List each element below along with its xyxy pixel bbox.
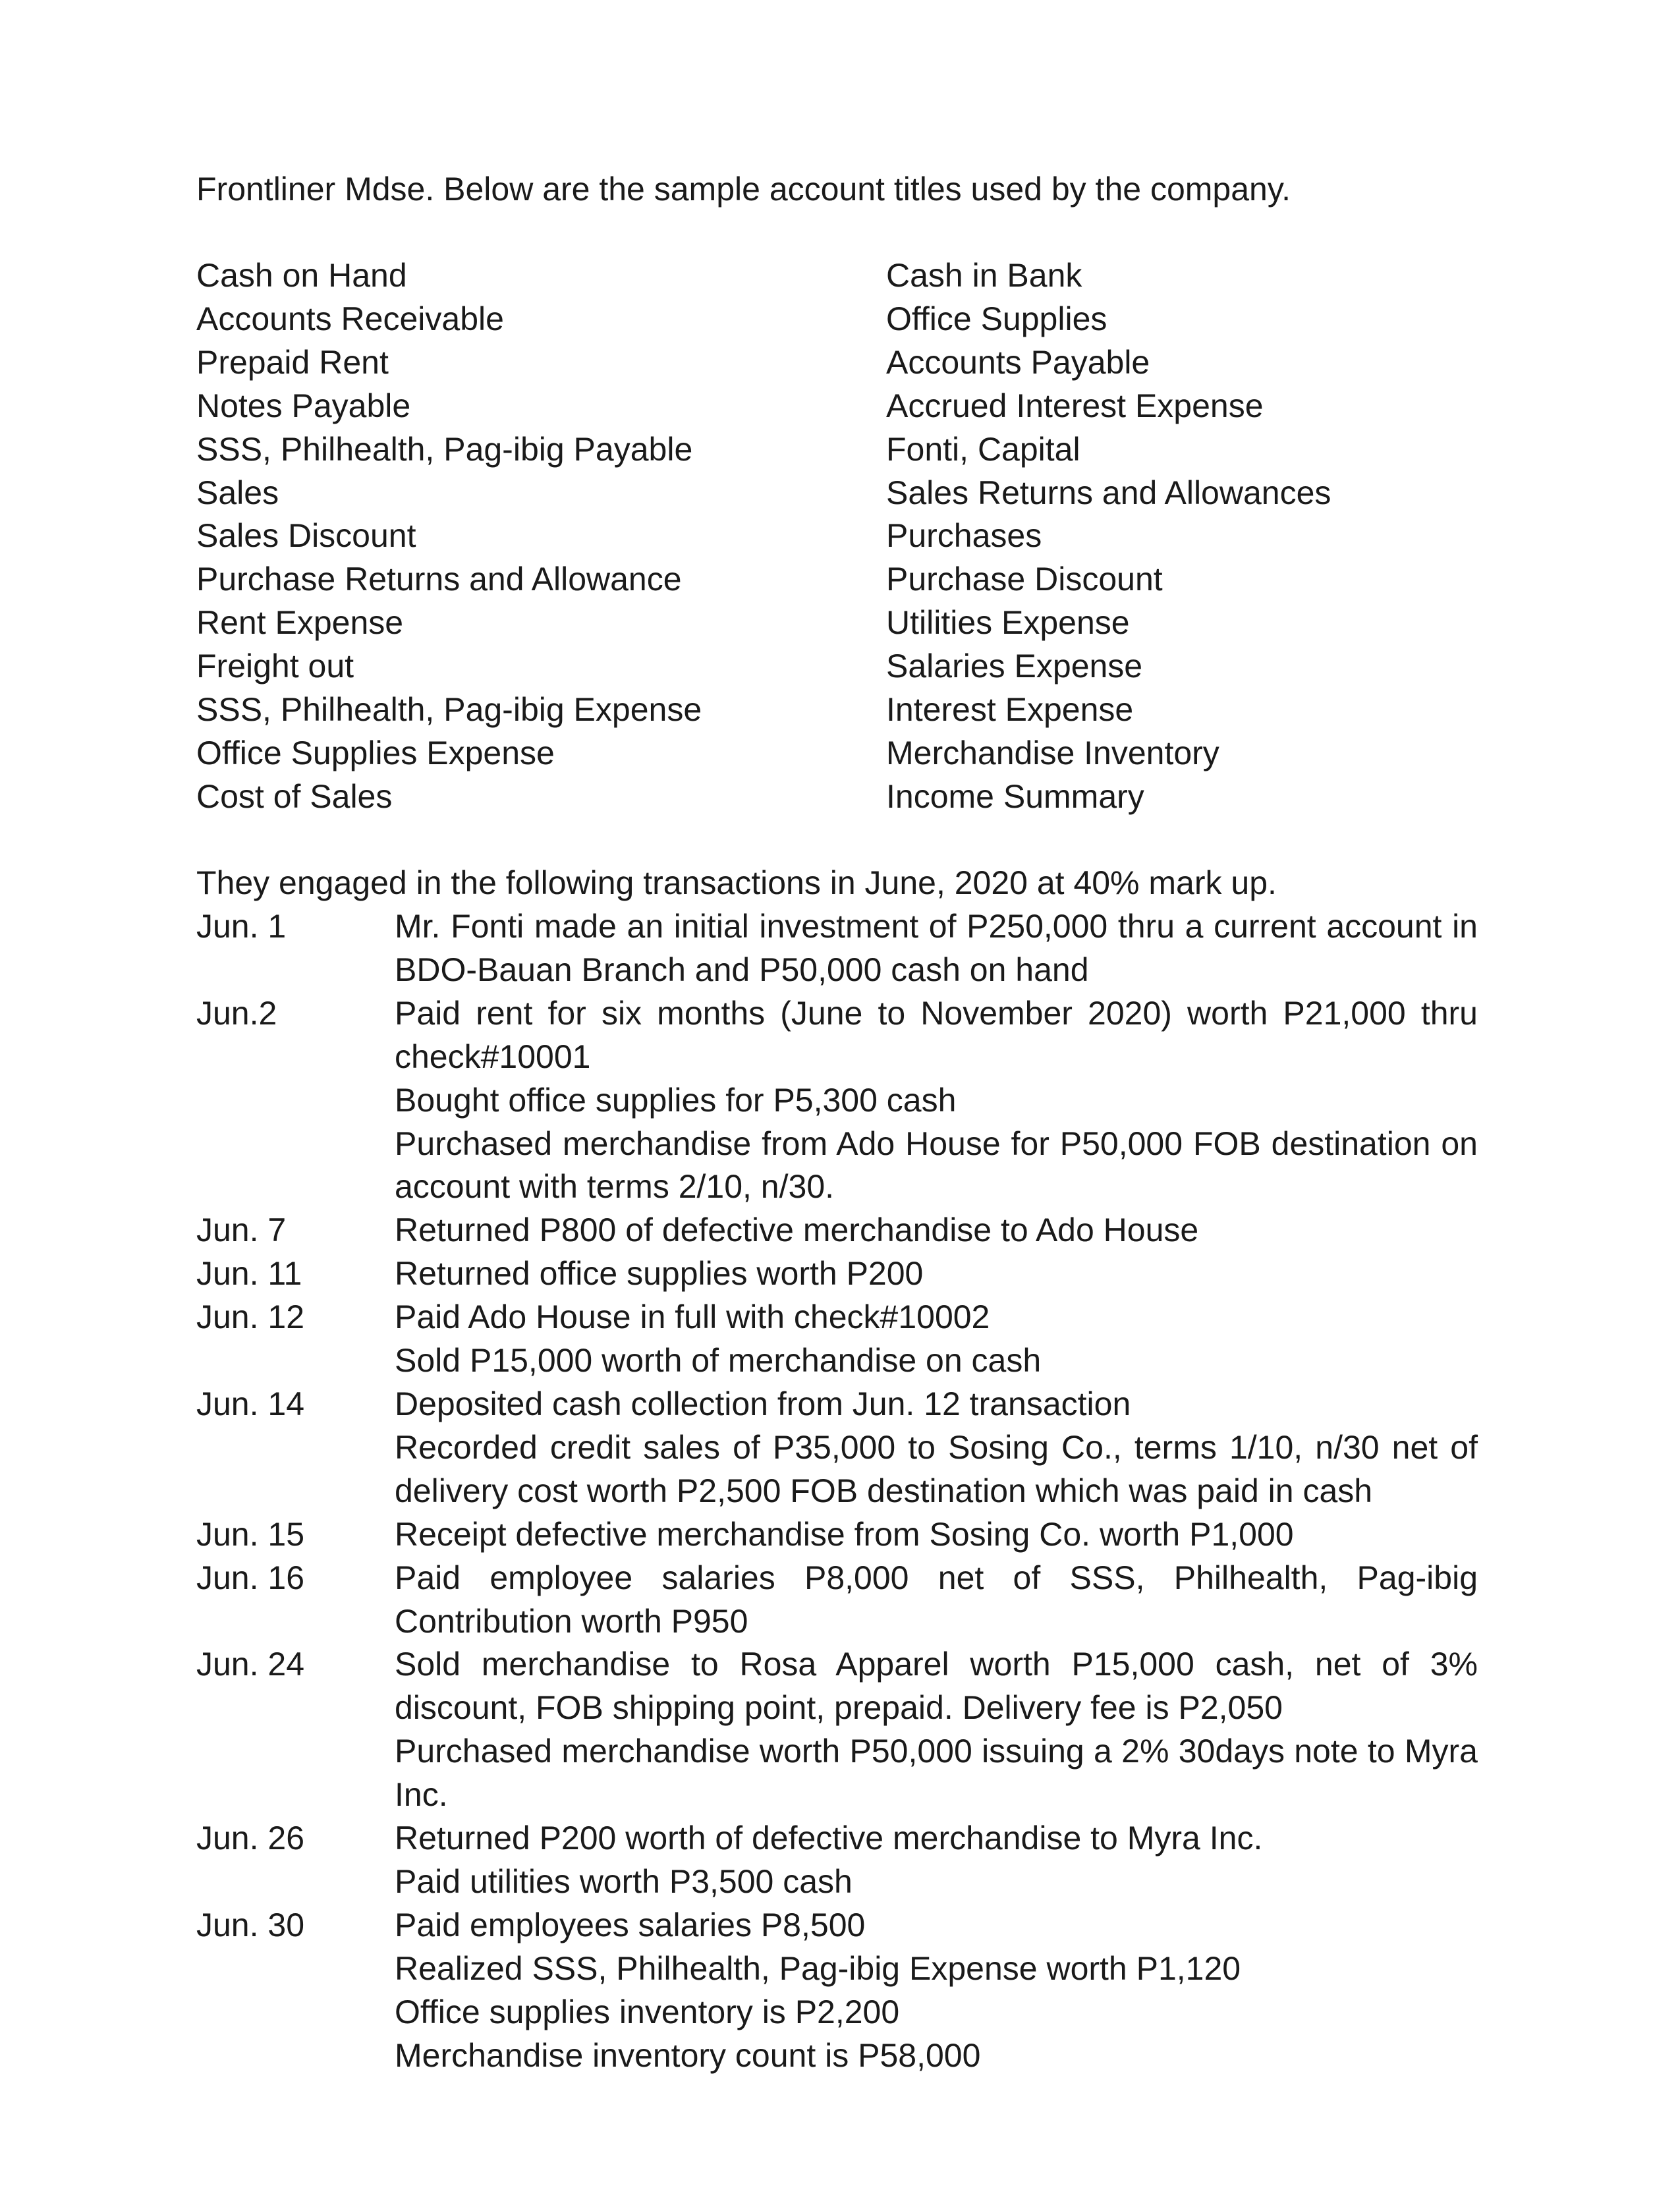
transaction-entry <box>196 1383 1478 1513</box>
document-title: Frontliner Mdse. Below are the sample account titles used by the company. <box>196 171 1291 208</box>
account-title: Fonti, Capital <box>886 430 1080 468</box>
transaction-entry <box>196 1904 1478 2078</box>
account-title: Accounts Receivable <box>196 300 504 337</box>
account-title: Rent Expense <box>196 604 404 642</box>
transaction-description: Paid Ado House in full with check#10002 <box>395 1298 990 1336</box>
transactions-list <box>196 905 1478 2077</box>
transaction-date: Jun. 12 <box>196 1298 305 1336</box>
transaction-descriptions <box>395 1643 1478 1817</box>
account-title: Purchases <box>886 517 1042 555</box>
transaction-description: Sold P15,000 worth of merchandise on cash <box>395 1342 1042 1380</box>
account-title: Purchase Returns and Allowance <box>196 561 682 598</box>
transaction-entry <box>196 1252 1478 1296</box>
account-titles-list <box>196 254 1479 819</box>
transaction-date: Jun.2 <box>196 994 277 1032</box>
transaction-description: Recorded credit sales of P35,000 to Sosing Co., terms 1/10, n/30 net of delivery cost worth P2,500 FOB destination which was paid in cash <box>395 1428 1478 1509</box>
account-title: Cash on Hand <box>196 257 407 294</box>
transaction-description: Purchased merchandise worth P50,000 issuing a 2% 30days note to Myra Inc. <box>395 1733 1478 1814</box>
transaction-description: Realized SSS, Philhealth, Pag-ibig Expense worth P1,120 <box>395 1949 1241 1987</box>
transaction-entry <box>196 1209 1478 1252</box>
account-title: Sales Discount <box>196 517 416 555</box>
account-title: Cost of Sales <box>196 777 393 815</box>
account-title: Utilities Expense <box>886 604 1130 642</box>
transaction-description: Bought office supplies for P5,300 cash <box>395 1081 957 1119</box>
transaction-entry <box>196 1513 1478 1557</box>
account-title: Cash in Bank <box>886 257 1082 294</box>
transaction-description: Mr. Fonti made an initial investment of P250,000 thru a current account in BDO-Bauan Branch and P50,000 cash on hand <box>395 908 1478 988</box>
transaction-description: Returned office supplies worth P200 <box>395 1255 924 1293</box>
transaction-description: Purchased merchandise from Ado House for P50,000 FOB destination on account with terms 2/10, n/30. <box>395 1125 1478 1206</box>
account-title: Prepaid Rent <box>196 343 389 381</box>
account-title: Freight out <box>196 648 354 685</box>
transaction-entry <box>196 1817 1478 1904</box>
transaction-description: Deposited cash collection from Jun. 12 transaction <box>395 1385 1131 1422</box>
transaction-date: Jun. 11 <box>196 1255 302 1293</box>
transaction-date: Jun. 1 <box>196 908 287 945</box>
transaction-descriptions <box>395 1383 1478 1513</box>
account-title: Office Supplies Expense <box>196 734 555 771</box>
transaction-description: Sold merchandise to Rosa Apparel worth P15,000 cash, net of 3% discount, FOB shipping point, prepaid. Delivery fee is P2,050 <box>395 1646 1478 1727</box>
transaction-entry <box>196 1643 1478 1817</box>
transaction-description: Paid rent for six months (June to November 2020) worth P21,000 thru check#10001 <box>395 994 1478 1075</box>
transaction-date: Jun. 30 <box>196 1906 305 1943</box>
account-title: Notes Payable <box>196 387 411 424</box>
account-title: Merchandise Inventory <box>886 734 1219 771</box>
transaction-descriptions <box>395 1296 1478 1383</box>
transaction-descriptions <box>395 905 1478 992</box>
transactions-intro: They engaged in the following transactions in June, 2020 at 40% mark up. <box>196 864 1277 901</box>
transaction-descriptions <box>395 1904 1478 2078</box>
transaction-date: Jun. 26 <box>196 1820 305 1857</box>
transaction-description: Paid employees salaries P8,500 <box>395 1906 866 1943</box>
transaction-date: Jun. 16 <box>196 1559 305 1596</box>
account-title: Sales Returns and Allowances <box>886 474 1331 511</box>
transaction-descriptions <box>395 1209 1478 1252</box>
account-title: Accrued Interest Expense <box>886 387 1264 424</box>
transaction-entry <box>196 1296 1478 1383</box>
transaction-descriptions <box>395 1252 1478 1296</box>
transaction-description: Returned P800 of defective merchandise to Ado House <box>395 1212 1199 1249</box>
transaction-entry <box>196 905 1478 992</box>
transaction-description: Merchandise inventory count is P58,000 <box>395 2036 981 2074</box>
transaction-date: Jun. 14 <box>196 1385 305 1422</box>
account-title: Interest Expense <box>886 691 1134 729</box>
account-title: SSS, Philhealth, Pag-ibig Payable <box>196 430 693 468</box>
account-title: Sales <box>196 474 279 511</box>
transaction-entry <box>196 1557 1478 1644</box>
transaction-description: Office supplies inventory is P2,200 <box>395 1993 900 2030</box>
account-title: Salaries Expense <box>886 648 1143 685</box>
account-title: Income Summary <box>886 777 1144 815</box>
transaction-description: Paid employee salaries P8,000 net of SSS, Philhealth, Pag-ibig Contribution worth P950 <box>395 1559 1478 1640</box>
transaction-entry <box>196 992 1478 1210</box>
transaction-descriptions <box>395 992 1478 1210</box>
transaction-date: Jun. 15 <box>196 1515 305 1553</box>
transaction-descriptions <box>395 1817 1478 1904</box>
transaction-description: Receipt defective merchandise from Sosing Co. worth P1,000 <box>395 1515 1294 1553</box>
account-title: Accounts Payable <box>886 343 1150 381</box>
account-title: Purchase Discount <box>886 561 1163 598</box>
transaction-descriptions <box>395 1513 1478 1557</box>
transaction-date: Jun. 7 <box>196 1212 287 1249</box>
transaction-description: Returned P200 worth of defective merchandise to Myra Inc. <box>395 1820 1263 1857</box>
transaction-date: Jun. 24 <box>196 1646 305 1683</box>
transaction-description: Paid utilities worth P3,500 cash <box>395 1862 853 1900</box>
transaction-descriptions <box>395 1557 1478 1644</box>
account-title: Office Supplies <box>886 300 1107 337</box>
account-title: SSS, Philhealth, Pag-ibig Expense <box>196 691 702 729</box>
